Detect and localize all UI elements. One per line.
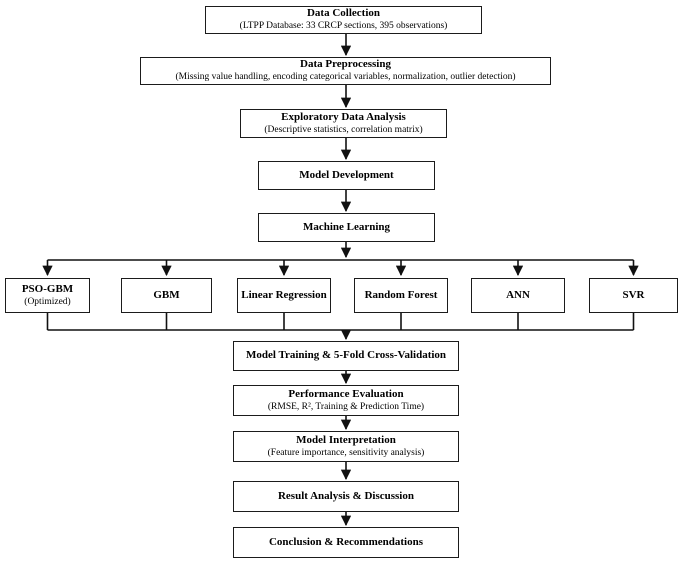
- step-model-training: [233, 341, 459, 371]
- step-subtitle: (Missing value handling, encoding categorical variables, normalization, outlier detection): [175, 72, 516, 83]
- step-subtitle: (Descriptive statistics, correlation matrix): [264, 124, 423, 135]
- step-title: Data Collection: [306, 7, 380, 20]
- model-title: Random Forest: [364, 288, 438, 301]
- step-data-preprocessing: [140, 57, 551, 85]
- step-model-development: [258, 161, 435, 190]
- step-machine-learning: [258, 213, 435, 242]
- model-title: GBM: [153, 288, 180, 301]
- model-title: Linear Regression: [241, 288, 327, 301]
- step-performance-evaluation: [233, 385, 459, 416]
- step-data-collection: [205, 6, 482, 34]
- step-result-analysis: [233, 481, 459, 512]
- model-title: PSO-GBM: [21, 282, 74, 295]
- step-subtitle: (Feature importance, sensitivity analysis): [267, 447, 425, 458]
- step-model-interpretation: [233, 431, 459, 462]
- model-box-random-forest: [354, 278, 448, 313]
- model-box-gbm: [121, 278, 212, 313]
- model-box-ann: [471, 278, 565, 313]
- step-title: Data Preprocessing: [300, 58, 391, 71]
- model-box-linear-regression: [237, 278, 331, 313]
- model-subtitle: (Optimized): [24, 296, 71, 307]
- step-subtitle: (RMSE, R², Training & Prediction Time): [267, 401, 425, 412]
- step-title: Performance Evaluation: [288, 387, 404, 400]
- step-title: Conclusion & Recommendations: [268, 535, 423, 548]
- model-title: SVR: [622, 288, 645, 301]
- step-title: Machine Learning: [302, 220, 391, 233]
- step-title: Model Interpretation: [296, 433, 396, 446]
- step-exploratory-data-analysis: [240, 109, 447, 138]
- step-subtitle: (LTPP Database: 33 CRCP sections, 395 observations): [239, 21, 448, 32]
- step-title: Model Training & 5-Fold Cross-Validation: [245, 349, 447, 362]
- step-title: Exploratory Data Analysis: [281, 110, 406, 123]
- step-conclusion: [233, 527, 459, 558]
- model-title: ANN: [506, 288, 530, 301]
- model-box-pso-gbm: [5, 278, 90, 313]
- step-title: Model Development: [299, 168, 394, 181]
- model-box-svr: [589, 278, 678, 313]
- step-title: Result Analysis & Discussion: [277, 489, 414, 502]
